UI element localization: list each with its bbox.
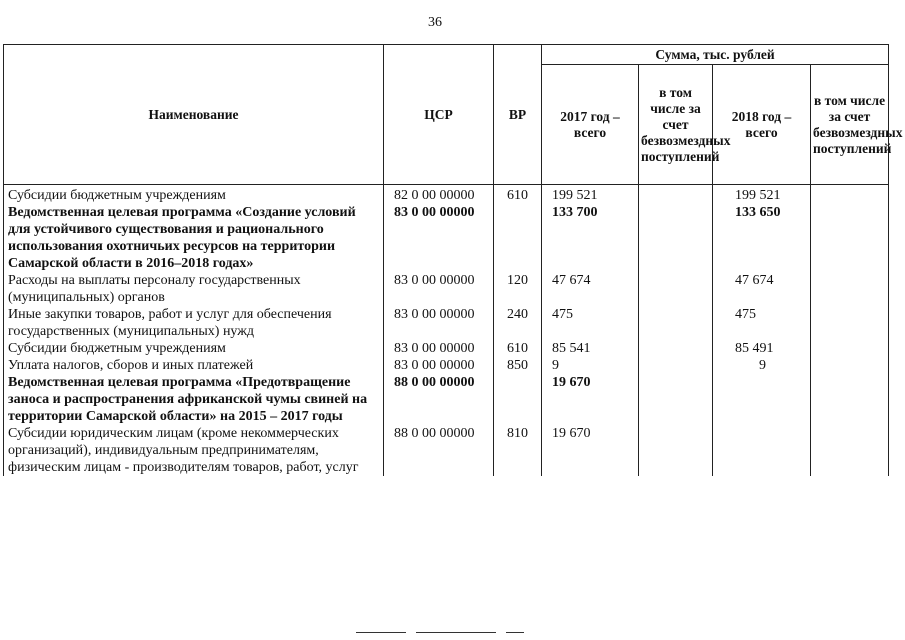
row-name: Расходы на выплаты персоналу государственных (муниципальных) органов	[4, 272, 384, 306]
row-2017-free	[639, 185, 713, 205]
row-csr: 83 0 00 00000	[384, 340, 494, 357]
row-2018-free	[811, 340, 889, 357]
row-name: Ведомственная целевая программа «Предотвращение заноса и распространения африканской чумы свиней на территории Самарской области» на 2015 – 2017 годы	[4, 374, 384, 425]
row-vr: 810	[494, 425, 542, 476]
row-2018-total: 133 650	[713, 204, 811, 272]
footer-rule	[356, 632, 556, 634]
row-2018-free	[811, 185, 889, 205]
table-row	[4, 204, 889, 272]
header-name: Наименование	[4, 45, 384, 185]
header-2018-total: 2018 год – всего	[713, 65, 811, 185]
row-name: Субсидии бюджетным учреждениям	[4, 340, 384, 357]
row-2017-free	[639, 204, 713, 272]
row-2018-total: 85 491	[713, 340, 811, 357]
row-csr: 83 0 00 00000	[384, 357, 494, 374]
row-csr: 83 0 00 00000	[384, 204, 494, 272]
row-2018-total: 9	[713, 357, 811, 374]
row-2018-free	[811, 204, 889, 272]
page-number: 36	[428, 15, 442, 30]
row-2017-free	[639, 306, 713, 340]
row-2018-total: 47 674	[713, 272, 811, 306]
row-vr: 610	[494, 340, 542, 357]
row-csr: 82 0 00 00000	[384, 185, 494, 205]
row-2017-total: 133 700	[542, 204, 639, 272]
row-2018-total	[713, 425, 811, 476]
row-csr: 88 0 00 00000	[384, 425, 494, 476]
row-2017-total: 19 670	[542, 425, 639, 476]
row-2017-total: 475	[542, 306, 639, 340]
row-vr: 120	[494, 272, 542, 306]
row-2018-free	[811, 272, 889, 306]
table-row	[4, 185, 889, 205]
row-2017-free	[639, 425, 713, 476]
row-2017-total: 85 541	[542, 340, 639, 357]
row-2017-free	[639, 272, 713, 306]
row-2018-free	[811, 425, 889, 476]
table-row	[4, 374, 889, 425]
row-vr: 850	[494, 357, 542, 374]
row-2017-free	[639, 357, 713, 374]
row-2017-total: 19 670	[542, 374, 639, 425]
row-2017-total: 9	[542, 357, 639, 374]
row-2018-total: 199 521	[713, 185, 811, 205]
row-vr: 240	[494, 306, 542, 340]
row-csr: 83 0 00 00000	[384, 272, 494, 306]
header-2018-free: в том числе за счет безвозмездных поступлений	[811, 65, 889, 185]
row-name: Ведомственная целевая программа «Создание условий для устойчивого существования и рационального использования охотничьих ресурсов на территории Самарской области в 2016–2018 годах»	[4, 204, 384, 272]
row-2018-free	[811, 306, 889, 340]
row-csr: 83 0 00 00000	[384, 306, 494, 340]
header-sum-group: Сумма, тыс. рублей	[542, 45, 889, 65]
row-2018-free	[811, 374, 889, 425]
row-vr: 610	[494, 185, 542, 205]
row-name: Уплата налогов, сборов и иных платежей	[4, 357, 384, 374]
row-2018-total: 475	[713, 306, 811, 340]
row-2018-free	[811, 357, 889, 374]
header-2017-free: в том числе за счет безвозмездных поступлений	[639, 65, 713, 185]
row-name: Субсидии юридическим лицам (кроме некоммерческих организаций), индивидуальным предпринимателям, физическим лицам - производителям товаров, работ, услуг	[4, 425, 384, 476]
budget-table	[3, 44, 903, 476]
header-csr: ЦСР	[384, 45, 494, 185]
row-2017-total: 199 521	[542, 185, 639, 205]
header-2017-total: 2017 год – всего	[542, 65, 639, 185]
row-vr	[494, 204, 542, 272]
row-2017-free	[639, 340, 713, 357]
table-row	[4, 357, 889, 374]
row-name: Иные закупки товаров, работ и услуг для обеспечения государственных (муниципальных) нужд	[4, 306, 384, 340]
row-vr	[494, 374, 542, 425]
table-row	[4, 425, 889, 476]
row-csr: 88 0 00 00000	[384, 374, 494, 425]
row-2017-free	[639, 374, 713, 425]
table-row	[4, 272, 889, 306]
row-2017-total: 47 674	[542, 272, 639, 306]
row-2018-total	[713, 374, 811, 425]
row-name: Субсидии бюджетным учреждениям	[4, 185, 384, 205]
table-row	[4, 306, 889, 340]
header-vr: ВР	[494, 45, 542, 185]
table-row	[4, 340, 889, 357]
